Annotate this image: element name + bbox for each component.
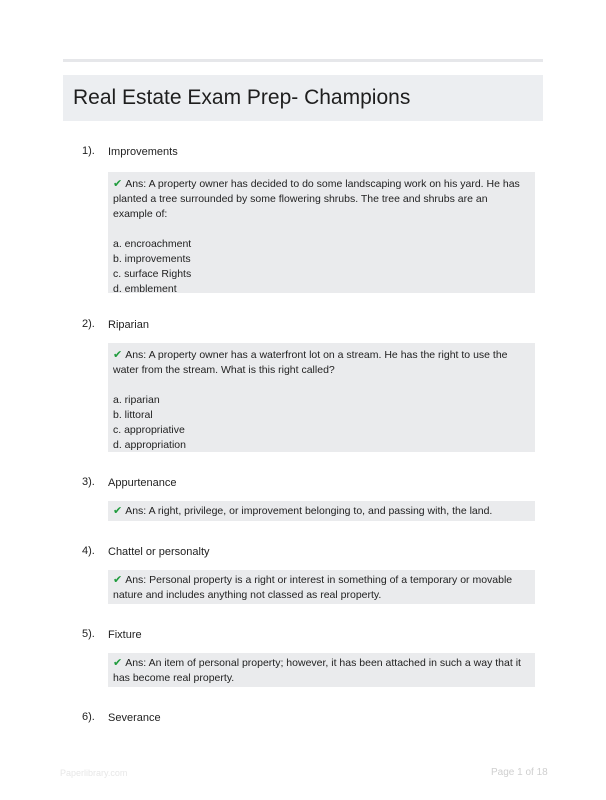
answer-box	[108, 172, 535, 293]
check-icon: ✔	[113, 505, 123, 517]
document-title: Real Estate Exam Prep- Champions	[73, 86, 411, 109]
answer-option: b. improvements	[113, 253, 191, 265]
question-number: 6).	[82, 711, 95, 723]
answer-option: d. emblement	[113, 283, 177, 295]
answer-option: a. riparian	[113, 394, 160, 406]
question-term: Improvements	[108, 146, 178, 158]
answer-text: Ans: A property owner has a waterfront lot on a stream. He has the right to use the water from the stream. What is this right called?	[113, 349, 508, 376]
check-icon: ✔	[113, 657, 123, 669]
answer-text-block	[113, 656, 527, 686]
check-icon: ✔	[113, 178, 123, 190]
answer-box	[108, 570, 535, 604]
answer-text: Ans: A property owner has decided to do some landscaping work on his yard. He has planted a tree surrounded by some flowering shrubs. The tree and shrubs are an example of:	[113, 178, 520, 220]
answer-text-block	[113, 573, 527, 603]
answer-box	[108, 653, 535, 687]
answer-box	[108, 343, 535, 452]
top-divider	[63, 59, 543, 62]
answer-option: d. appropriation	[113, 439, 186, 451]
check-icon: ✔	[113, 349, 123, 361]
question-number: 4).	[82, 545, 95, 557]
footer-watermark: Paperlibrary.com	[60, 768, 128, 778]
question-term: Riparian	[108, 319, 149, 331]
answer-text: Ans: An item of personal property; however, it has been attached in such a way that it has become real property.	[113, 657, 521, 684]
page-number: Page 1 of 18	[491, 767, 548, 778]
answer-text-block	[113, 504, 527, 519]
question-number: 1).	[82, 145, 95, 157]
question-term: Fixture	[108, 629, 142, 641]
answer-option: a. encroachment	[113, 238, 192, 250]
answer-text: Ans: A right, privilege, or improvement belonging to, and passing with, the land.	[125, 505, 493, 517]
answer-option: b. littoral	[113, 409, 153, 421]
question-term: Appurtenance	[108, 477, 177, 489]
answer-text-block	[113, 348, 527, 378]
question-term: Severance	[108, 712, 161, 724]
check-icon: ✔	[113, 574, 123, 586]
question-number: 2).	[82, 318, 95, 330]
answer-text-block	[113, 177, 527, 222]
question-term: Chattel or personalty	[108, 546, 210, 558]
title-band	[63, 75, 543, 121]
question-number: 3).	[82, 476, 95, 488]
answer-box	[108, 501, 535, 521]
answer-option: c. surface Rights	[113, 268, 192, 280]
answer-option: c. appropriative	[113, 424, 185, 436]
answer-text: Ans: Personal property is a right or interest in something of a temporary or movable nature and includes anything not classed as real property.	[113, 574, 513, 601]
question-number: 5).	[82, 628, 95, 640]
